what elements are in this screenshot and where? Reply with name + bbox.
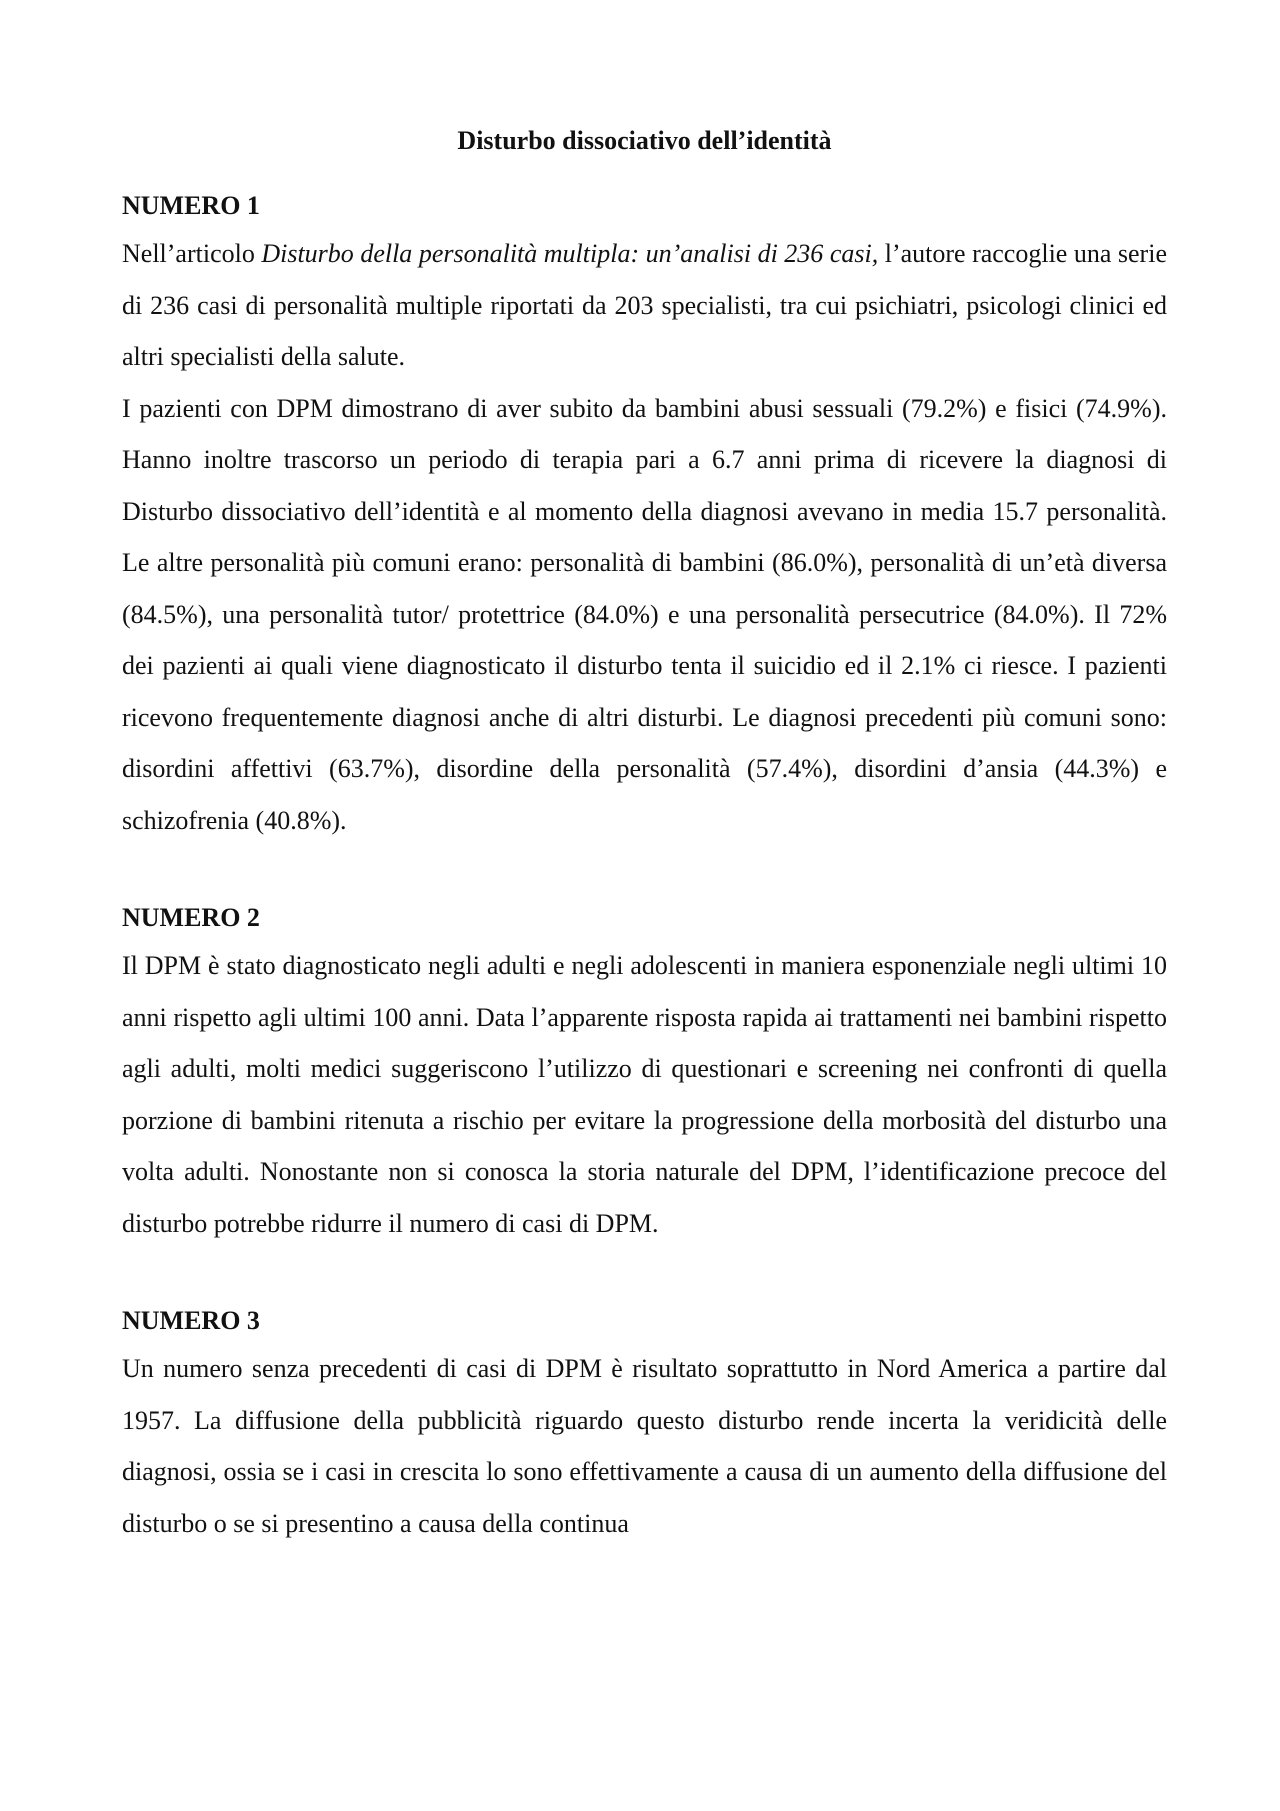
section-numero-1 xyxy=(122,184,1167,846)
section-numero-2 xyxy=(122,896,1167,1249)
section-numero-3 xyxy=(122,1299,1167,1549)
document-page xyxy=(122,120,1167,1599)
section-heading-3: NUMERO 3 xyxy=(122,1306,260,1335)
paragraph-text: l’autore raccoglie una serie di 236 casi di personalità multiple riportati da 203 specialisti, tra cui psichiatri, psicologi clinici ed altri specialisti della salute. xyxy=(122,239,1167,371)
section-1-paragraph-2: I pazienti con DPM dimostrano di aver subito da bambini abusi sessuali (79.2%) e fisici (74.9%). Hanno inoltre trascorso un periodo di terapia pari a 6.7 anni prima di ricevere la diagnosi di Disturbo dissociativo dell’identità e al momento della diagnosi avevano in media 15.7 personalità. Le altre personalità più comuni erano: personalità di bambini (86.0%), personalità di un’età diversa (84.5%), una personalità tutor/ protettrice (84.0%) e una personalità persecutrice (84.0%). Il 72% dei pazienti ai quali viene diagnosticato il disturbo tenta il suicidio ed il 2.1% ci riesce. I pazienti ricevono frequentemente diagnosi anche di altri disturbi. Le diagnosi precedenti più comuni sono: disordini affettivi (63.7%), disordine della personalità (57.4%), disordini d’ansia (44.3%) e schizofrenia (40.8%). xyxy=(122,393,1167,835)
section-heading-1: NUMERO 1 xyxy=(122,191,260,220)
document-title: Disturbo dissociativo dell’identità xyxy=(457,126,832,155)
section-3-paragraph-1: Un numero senza precedenti di casi di DPM è risultato soprattutto in Nord America a partire dal 1957. La diffusione della pubblicità riguardo questo disturbo rende incerta la veridicità delle diagnosi, ossia se i casi in crescita lo sono effettivamente a causa di un aumento della diffusione del disturbo o se si presentino a causa della continua xyxy=(122,1354,1167,1538)
section-heading-2: NUMERO 2 xyxy=(122,903,260,932)
paragraph-text: Nell’articolo xyxy=(122,239,262,268)
section-2-paragraph-1: Il DPM è stato diagnosticato negli adulti e negli adolescenti in maniera esponenziale negli ultimi 10 anni rispetto agli ultimi 100 anni. Data l’apparente risposta rapida ai trattamenti nei bambini rispetto agli adulti, molti medici suggeriscono l’utilizzo di questionari e screening nei confronti di quella porzione di bambini ritenuta a rischio per evitare la progressione della morbosità del disturbo una volta adulti. Nonostante non si conosca la storia naturale del DPM, l’identificazione precoce del disturbo potrebbe ridurre il numero di casi di DPM. xyxy=(122,951,1167,1238)
section-1-paragraph-1 xyxy=(122,228,1167,383)
article-title-italic: Disturbo della personalità multipla: un’analisi di 236 casi, xyxy=(261,239,879,268)
